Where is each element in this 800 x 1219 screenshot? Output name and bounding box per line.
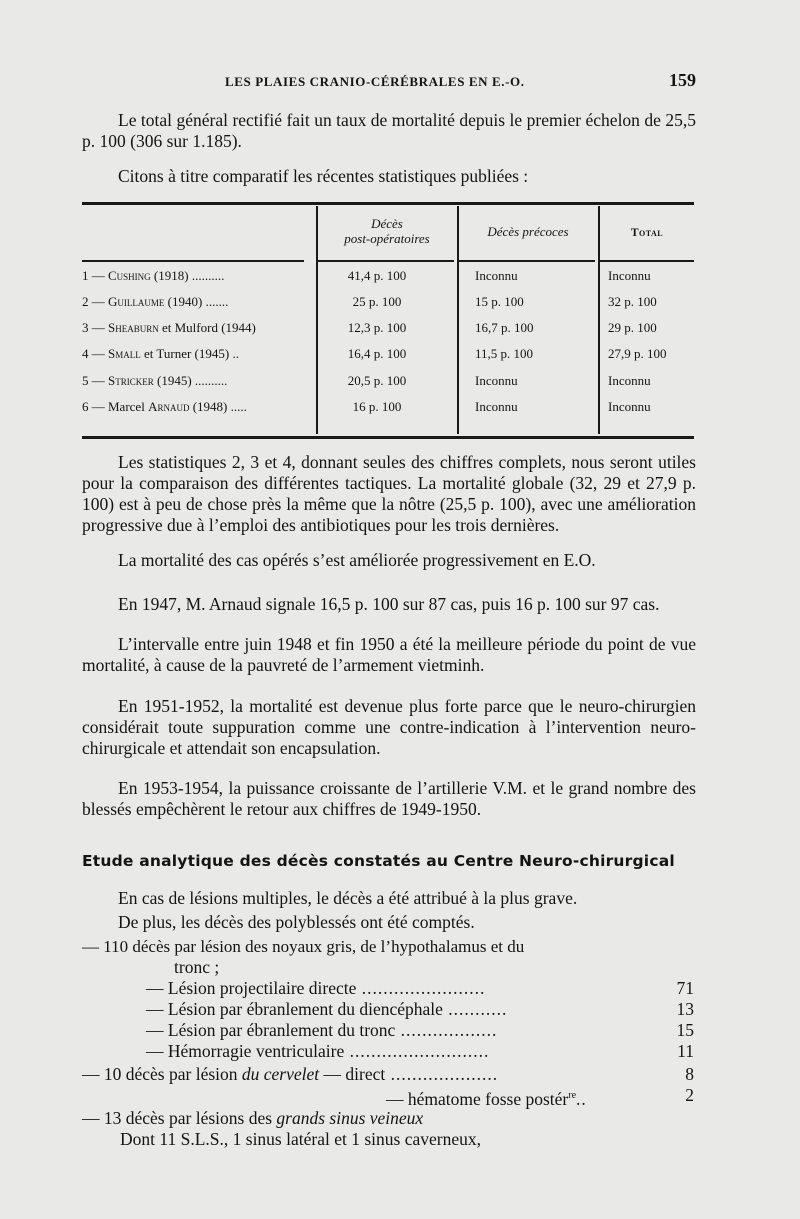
early-deaths-value: 15 p. 100 <box>475 294 524 309</box>
total-value: Inconnu <box>608 268 651 283</box>
sub-item-count: 11 <box>677 1041 694 1061</box>
sub-item-label: — Lésion par ébranlement du diencéphale <box>146 999 443 1019</box>
dash: — <box>88 346 108 361</box>
author-year: et Mulford (1944) <box>158 320 256 335</box>
post-operative-value: 16,4 p. 100 <box>347 346 407 361</box>
paragraph-1951-1952: En 1951-1952, la mortalité est devenue plus forte parce que le neuro-chirurgien considérait toute suppuration comme une contre-indication à l’intervention neuro-chirurgicale et attendait son encapsulation. <box>82 696 696 758</box>
total-value: Inconnu <box>608 399 651 414</box>
author-year: (1918) <box>150 268 189 283</box>
author-name: Guillaume <box>108 294 165 309</box>
author-name: Arnaud <box>148 399 190 414</box>
author-name: Stricker <box>108 373 154 388</box>
author-cell <box>82 399 318 415</box>
sub-item-label: — Hémorragie ventriculaire <box>146 1041 345 1061</box>
leader-dots: ........... <box>442 999 508 1019</box>
list-emphasis: grands sinus veineux <box>276 1108 424 1128</box>
author-year: (1940) <box>164 294 203 309</box>
row-number: 1 <box>82 268 89 283</box>
paragraph-operated: La mortalité des cas opérés s’est améliorée progressivement en E.O. <box>118 550 596 570</box>
paragraph-statistics: Les statistiques 2, 3 et 4, donnant seules des chiffres complets, nous seront utiles pour la comparaison des différentes tactiques. La mortalité globale (32, 29 et 27,9 p. 100) est à peu de chose près la même que la nôtre (25,5 p. 100), avec une amélioration progressive due à l’emploi des antibiotiques pour les trois dernières. <box>82 452 696 535</box>
list-item-13 <box>82 1108 423 1129</box>
list-emphasis: du cervelet <box>241 1064 320 1084</box>
table-top-rule <box>82 202 694 205</box>
sub-item-label: — Lésion projectilaire directe <box>146 978 357 998</box>
sub-item-count: 15 <box>676 1020 694 1040</box>
statistics-table <box>82 202 694 442</box>
paragraph-1947: En 1947, M. Arnaud signale 16,5 p. 100 sur 87 cas, puis 16 p. 100 sur 97 cas. <box>118 594 660 614</box>
row-number: 3 <box>82 320 89 335</box>
sub-item <box>146 999 507 1020</box>
sub-item-count: 71 <box>676 978 694 998</box>
sub-item <box>146 1041 489 1062</box>
table-row <box>82 346 694 372</box>
header-rule <box>82 260 304 262</box>
leader-dots: .......... <box>191 373 228 388</box>
post-operative-value: 12,3 p. 100 <box>347 320 407 335</box>
leader-dots: ....... <box>202 294 229 309</box>
early-deaths-value: 16,7 p. 100 <box>475 320 534 335</box>
list-item-count: 2 <box>685 1085 694 1105</box>
paragraph-1948-1950: L’intervalle entre juin 1948 et fin 1950 a été la meilleure période du point de vue mortalité, à cause de la pauvreté de l’armement vietminh. <box>82 634 696 675</box>
author-year: (1945) <box>153 373 192 388</box>
post-operative-value: 25 p. 100 <box>352 294 402 309</box>
header-line: post-opératoires <box>344 231 430 246</box>
list-text: — direct <box>319 1064 386 1084</box>
row-number: 4 <box>82 346 89 361</box>
section-heading: Etude analytique des décès constatés au Centre Neuro-chirurgical <box>82 852 675 870</box>
sub-item <box>146 978 485 999</box>
header-post-operative <box>318 216 456 246</box>
total-value: 27,9 p. 100 <box>608 346 667 361</box>
list-item-13-cont: Dont 11 S.L.S., 1 sinus latéral et 1 sinus caverneux, <box>120 1129 481 1149</box>
list-text: — hématome fosse postér <box>386 1088 569 1109</box>
leader-dots: ..... <box>227 399 247 414</box>
table-row <box>82 268 694 294</box>
post-operative-value: 41,4 p. 100 <box>347 268 407 283</box>
author-cell <box>82 294 318 310</box>
list-text: — 10 décès par lésion <box>82 1064 242 1084</box>
section-intro: En cas de lésions multiples, le décès a été attribué à la plus grave. <box>118 888 578 908</box>
header-rule <box>600 260 694 262</box>
list-item-110: — 110 décès par lésion des noyaux gris, de l’hypothalamus et du <box>82 937 525 956</box>
total-value: 32 p. 100 <box>608 294 657 309</box>
sub-item-label: — Lésion par ébranlement du tronc <box>146 1020 396 1040</box>
dash: — <box>88 320 108 335</box>
paragraph-1953-1954: En 1953-1954, la puissance croissante de l’artillerie V.M. et le grand nombre des blessés empêchèrent le retour aux chiffres de 1949-1950. <box>82 778 696 819</box>
list-item-10-cont <box>386 1085 587 1110</box>
early-deaths-value: Inconnu <box>475 373 518 388</box>
post-operative-value: 16 p. 100 <box>352 399 402 414</box>
intro-paragraph: Le total général rectifié fait un taux de mortalité depuis le premier échelon de 25,5 p. 100 (306 sur 1.185). <box>82 110 696 151</box>
header-total: Total <box>630 227 664 239</box>
early-deaths-value: 11,5 p. 100 <box>475 346 534 361</box>
total-value: 29 p. 100 <box>608 320 657 335</box>
section-intro: De plus, les décès des polyblessés ont été comptés. <box>118 912 475 932</box>
row-number: 5 <box>82 373 89 388</box>
table-row <box>82 399 694 425</box>
list-text: — 13 décès par lésions des <box>82 1108 277 1128</box>
running-head: LES PLAIES CRANIO-CÉRÉBRALES EN E.-O. <box>225 74 525 89</box>
author-name: Small <box>108 346 141 361</box>
author-name: Sheaburn <box>108 320 159 335</box>
list-item-110-cont: tronc ; <box>174 957 220 977</box>
author-cell <box>82 320 318 336</box>
header-line: Décès <box>371 216 403 231</box>
author-year: (1948) <box>189 399 228 414</box>
dash: — <box>88 373 108 388</box>
header-early-deaths: Décès précoces <box>487 224 569 239</box>
dash: — <box>88 399 108 414</box>
sub-item-count: 13 <box>676 999 694 1019</box>
early-deaths-value: Inconnu <box>475 399 518 414</box>
leader-dots: .................. <box>395 1020 498 1040</box>
header-rule <box>459 260 595 262</box>
table-bottom-rule <box>82 436 694 439</box>
superscript: re <box>568 1090 577 1101</box>
author-cell <box>82 268 318 284</box>
author-year: et Turner (1945) <box>140 346 230 361</box>
author-cell <box>82 346 318 362</box>
table-row <box>82 373 694 399</box>
post-operative-value: 20,5 p. 100 <box>347 373 407 388</box>
author-cell <box>82 373 318 389</box>
author-name: Cushing <box>108 268 151 283</box>
row-number: 6 <box>82 399 89 414</box>
table-row <box>82 294 694 320</box>
leader-dots: .. <box>229 346 239 361</box>
page-number: 159 <box>669 70 696 90</box>
leader-dots: .......... <box>188 268 225 283</box>
list-item-count: 8 <box>685 1064 694 1084</box>
author-first-name: Marcel <box>108 399 149 414</box>
early-deaths-value: Inconnu <box>475 268 518 283</box>
table-row <box>82 320 694 346</box>
row-number: 2 <box>82 294 89 309</box>
list-item-10 <box>82 1064 498 1085</box>
leader-dots: .. <box>576 1088 587 1109</box>
total-value: Inconnu <box>608 373 651 388</box>
sub-item <box>146 1020 497 1041</box>
dash: — <box>88 268 108 283</box>
leader-dots: .................... <box>385 1064 499 1084</box>
dash: — <box>88 294 108 309</box>
leader-dots: ....................... <box>356 978 486 998</box>
table-intro: Citons à titre comparatif les récentes statistiques publiées : <box>118 166 529 186</box>
header-rule <box>318 260 454 262</box>
leader-dots: .......................... <box>344 1041 490 1061</box>
